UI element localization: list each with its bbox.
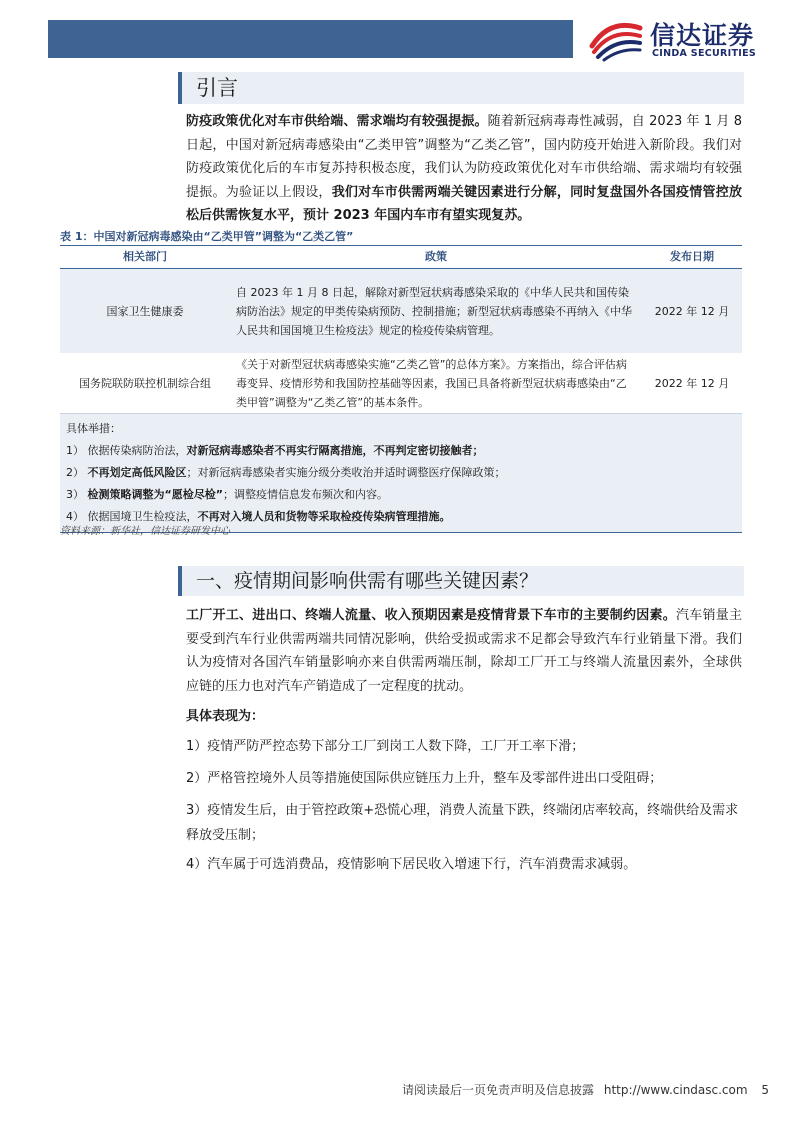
logo-text-en: CINDA SECURITIES	[652, 48, 757, 59]
list-item: 4）汽车属于可选消费品，疫情影响下居民收入增速下行，汽车消费需求减弱。	[186, 857, 637, 872]
table-header-date: 发布日期	[670, 250, 714, 263]
cinda-logo	[586, 12, 786, 66]
table-row	[60, 353, 742, 413]
page-footer	[402, 1081, 769, 1098]
list-item: 2）严格管控境外人员等措施使国际供应链压力上升，整车及零部件进出口受阻碍；	[186, 771, 663, 786]
section-title-intro: 引言	[178, 72, 744, 104]
sub-heading: 具体表现为：	[186, 709, 265, 724]
factors-bold-lead: 工厂开工、进出口、终端人流量、收入预期因素是疫情背景下车市的主要制约因素。	[186, 608, 676, 623]
list-item: 1）疫情严防严控态势下部分工厂到岗工人数下降，工厂开工率下滑；	[186, 739, 585, 754]
policy-table	[60, 245, 742, 533]
table-cell-policy: 自 2023 年 1 月 8 日起，解除对新型冠状病毒感染采取的《中华人民共和国传染病防治法》规定的甲类传染病预防、控制措施；新型冠状病毒感染不再纳入《中华人民共和国国境卫生检疫法》规定的检疫传染病管理。	[236, 285, 632, 337]
table-cell-dept: 国家卫生健康委	[106, 305, 184, 318]
measure-item: 4） 依据国境卫生检疫法，不再对入境人员和货物等采取检疫传染病管理措施。	[66, 510, 451, 523]
footer-url-link[interactable]: http://www.cindasc.com	[603, 1083, 748, 1097]
table-cell-date: 2022 年 12 月	[654, 377, 730, 390]
table-caption: 表 1：中国对新冠病毒感染由“乙类甲管”调整为“乙类乙管”	[60, 230, 354, 243]
list-item: 3）疫情发生后，由于管控政策+恐慌心理，消费人流量下跌，终端闭店率较高，终端供给及需求释放受压制；	[186, 803, 739, 843]
logo-text-cn: 信达证券	[650, 21, 755, 50]
page-number: 5	[761, 1083, 770, 1097]
table-cell-date: 2022 年 12 月	[654, 305, 730, 318]
cinda-logo-icon	[586, 12, 646, 62]
measures-title: 具体举措：	[66, 422, 121, 435]
table-header-row	[60, 246, 742, 269]
intro-text: 随着新冠病毒毒性减弱，自 2023 年 1 月 8 日起，中国对新冠病毒感染由“乙类甲管”调整为“乙类乙管”，国内防疫开始进入新阶段。我们对防疫政策优化后的车市复苏持积极态度，我们认为防疫政策优化对车市供给端、需求端均有较强提振。为验证以上假设，	[186, 114, 742, 200]
header-bar	[48, 20, 573, 58]
measure-item: 1） 依据传染病防治法，对新冠病毒感染者不再实行隔离措施，不再判定密切接触者；	[66, 444, 484, 457]
intro-bold-lead: 防疫政策优化对车市供给端、需求端均有较强提振。	[186, 114, 488, 129]
measure-item: 3） 检测策略调整为“愿检尽检”；调整疫情信息发布频次和内容。	[66, 488, 388, 501]
table-header-dept: 相关部门	[123, 250, 167, 263]
table-cell-dept: 国务院联防联控机制综合组	[79, 377, 211, 390]
table-row	[60, 269, 742, 353]
factors-text: 汽车销量主要受到汽车行业供需两端共同情况影响，供给受损或需求不足都会导致汽车行业销量下滑。我们认为疫情对各国汽车销量影响亦来自供需两端压制，除却工厂开工与终端人流量因素外，全球供应链的压力也对汽车产销造成了一定程度的扰动。	[186, 608, 742, 694]
intro-bold-tail: 我们对车市供需两端关键因素进行分解，同时复盘国外各国疫情管控放松后供需恢复水平，预计 2023 年国内车市有望实现复苏。	[186, 184, 742, 223]
section-title-factors: 一、疫情期间影响供需有哪些关键因素？	[178, 566, 744, 596]
measures-block	[60, 413, 742, 533]
table-source: 资料来源：新华社，信达证券研发中心	[60, 526, 230, 537]
table-header-policy: 政策	[425, 250, 447, 263]
measure-item: 2） 不再划定高低风险区；对新冠病毒感染者实施分级分类收治并适时调整医疗保障政策；	[66, 466, 506, 479]
footer-disclaimer: 请阅读最后一页免责声明及信息披露	[402, 1083, 595, 1097]
table-cell-policy: 《关于对新型冠状病毒感染实施“乙类乙管”的总体方案》。方案指出，综合评估病毒变异、疫情形势和我国防控基础等因素，我国已具备将新型冠状病毒感染由“乙类甲管”调整为“乙类乙管”的基本条件。	[236, 357, 627, 409]
factors-paragraph	[186, 604, 742, 698]
intro-paragraph	[186, 110, 742, 228]
